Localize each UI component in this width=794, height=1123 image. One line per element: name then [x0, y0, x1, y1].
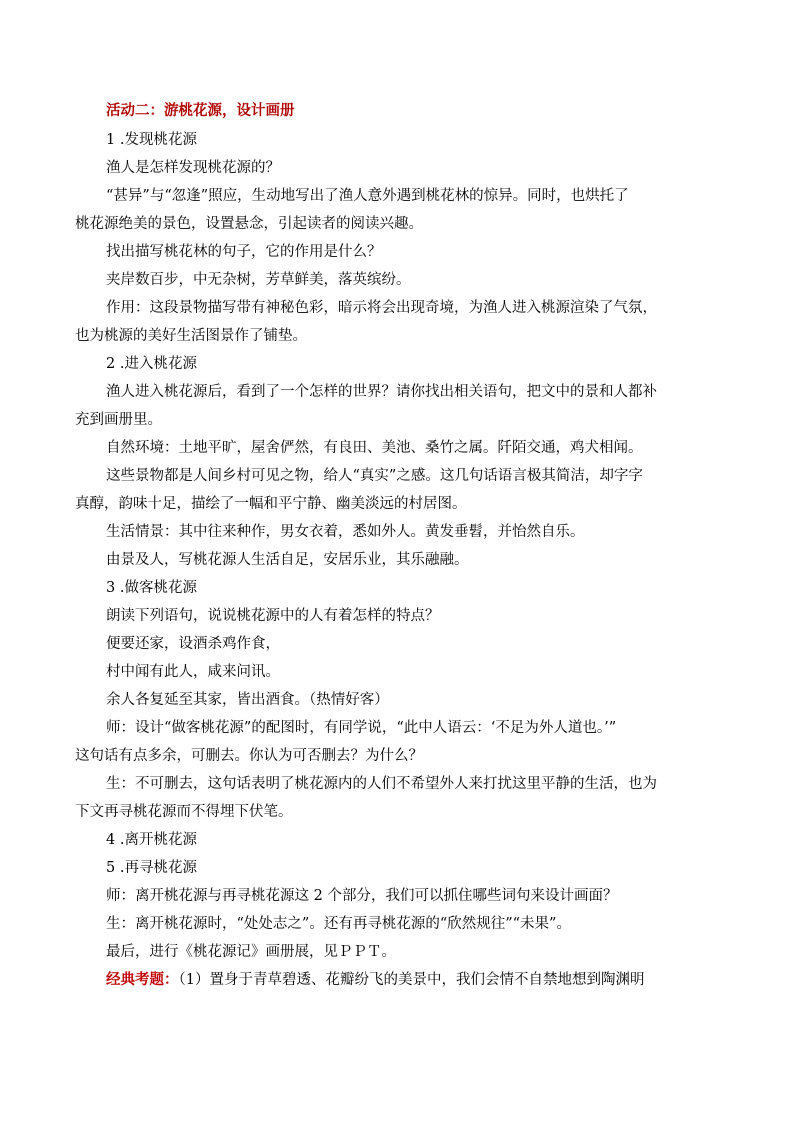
paragraph-line: 充到画册里。: [75, 412, 162, 428]
section-title-2: 2 .进入桃花源: [106, 356, 197, 372]
paragraph-line: 这句话有点多余，可删去。你认为可否删去？为什么？: [75, 748, 423, 764]
paragraph-line: 下文再寻桃花源而不得埋下伏笔。: [75, 804, 293, 820]
paragraph-line: 这些景物都是人间乡村可见之物，给人“真实”之感。这几句话语言极其简洁，却字字: [106, 468, 643, 484]
question-2: 找出描写桃花林的句子，它的作用是什么？: [106, 244, 382, 260]
quote-line: 村中闻有此人，咸来问讯。: [106, 664, 280, 680]
paragraph-line: 由景及人，写桃花源人生活自足，安居乐业，其乐融融。: [106, 552, 469, 568]
paragraph-line: 生：离开桃花源时，“处处志之”。还有再寻桃花源的“欣然规往”“未果”。: [106, 916, 571, 932]
paragraph-line: 生活情景：其中往来种作，男女衣着，悉如外人。黄发垂髫，并怡然自乐。: [106, 524, 585, 540]
paragraph-line: 自然环境：土地平旷，屋舍俨然，有良田、美池、桑竹之属。阡陌交通，鸡犬相闻。: [106, 440, 643, 456]
section-title-5: 5 .再寻桃花源: [106, 860, 197, 876]
paragraph-line: 生：不可删去，这句话表明了桃花源内的人们不希望外人来打扰这里平静的生活，也为: [106, 776, 657, 792]
paragraph-line: 师：设计“做客桃花源”的配图时，有同学说，“此中人语云：‘不足为外人道也。’”: [106, 720, 617, 736]
exam-question-line: [106, 971, 736, 989]
paragraph-line: 也为桃源的美好生活图景作了铺垫。: [75, 328, 307, 344]
question-1: 渔人是怎样发现桃花源的？: [106, 160, 280, 176]
quote-line: 夹岸数百步，中无杂树，芳草鲜美，落英缤纷。: [106, 272, 411, 288]
paragraph-line: 桃花源绝美的景色，设置悬念，引起读者的阅读兴趣。: [75, 216, 423, 232]
paragraph-line: 渔人进入桃花源后，看到了一个怎样的世界？请你找出相关语句，把文中的景和人都补: [106, 384, 657, 400]
section-title-4: 4 .离开桃花源: [106, 832, 197, 848]
paragraph-line: 作用：这段景物描写带有神秘色彩，暗示将会出现奇境，为渔人进入桃源渲染了气氛，: [106, 300, 657, 316]
exam-text: （1）置身于青草碧透、花瓣纷飞的美景中，我们会情不自禁地想到陶渊明: [178, 972, 645, 988]
section-title-3: 3 .做客桃花源: [106, 580, 197, 596]
quote-line: 便要还家，设酒杀鸡作食，: [106, 636, 280, 652]
paragraph-line: 最后，进行《桃花源记》画册展，见ＰＰＴ。: [106, 944, 396, 960]
paragraph-line: 真醇，韵味十足，描绘了一幅和平宁静、幽美淡远的村居图。: [75, 496, 467, 512]
question-3: 朗读下列语句，说说桃花源中的人有着怎样的特点？: [106, 608, 440, 624]
paragraph-line: “甚异”与“忽逢”照应，生动地写出了渔人意外遇到桃花林的惊异。同时，也烘托了: [106, 188, 629, 204]
quote-line: 余人各复延至其家，皆出酒食。（热情好客）: [106, 692, 389, 708]
exam-label: 经典考题：: [106, 971, 179, 988]
activity-heading: 活动二：游桃花源，设计画册: [106, 102, 295, 119]
paragraph-line: 师：离开桃花源与再寻桃花源这 2 个部分，我们可以抓住哪些词句来设计画面？: [106, 888, 618, 904]
section-title-1: 1 .发现桃花源: [106, 132, 197, 148]
